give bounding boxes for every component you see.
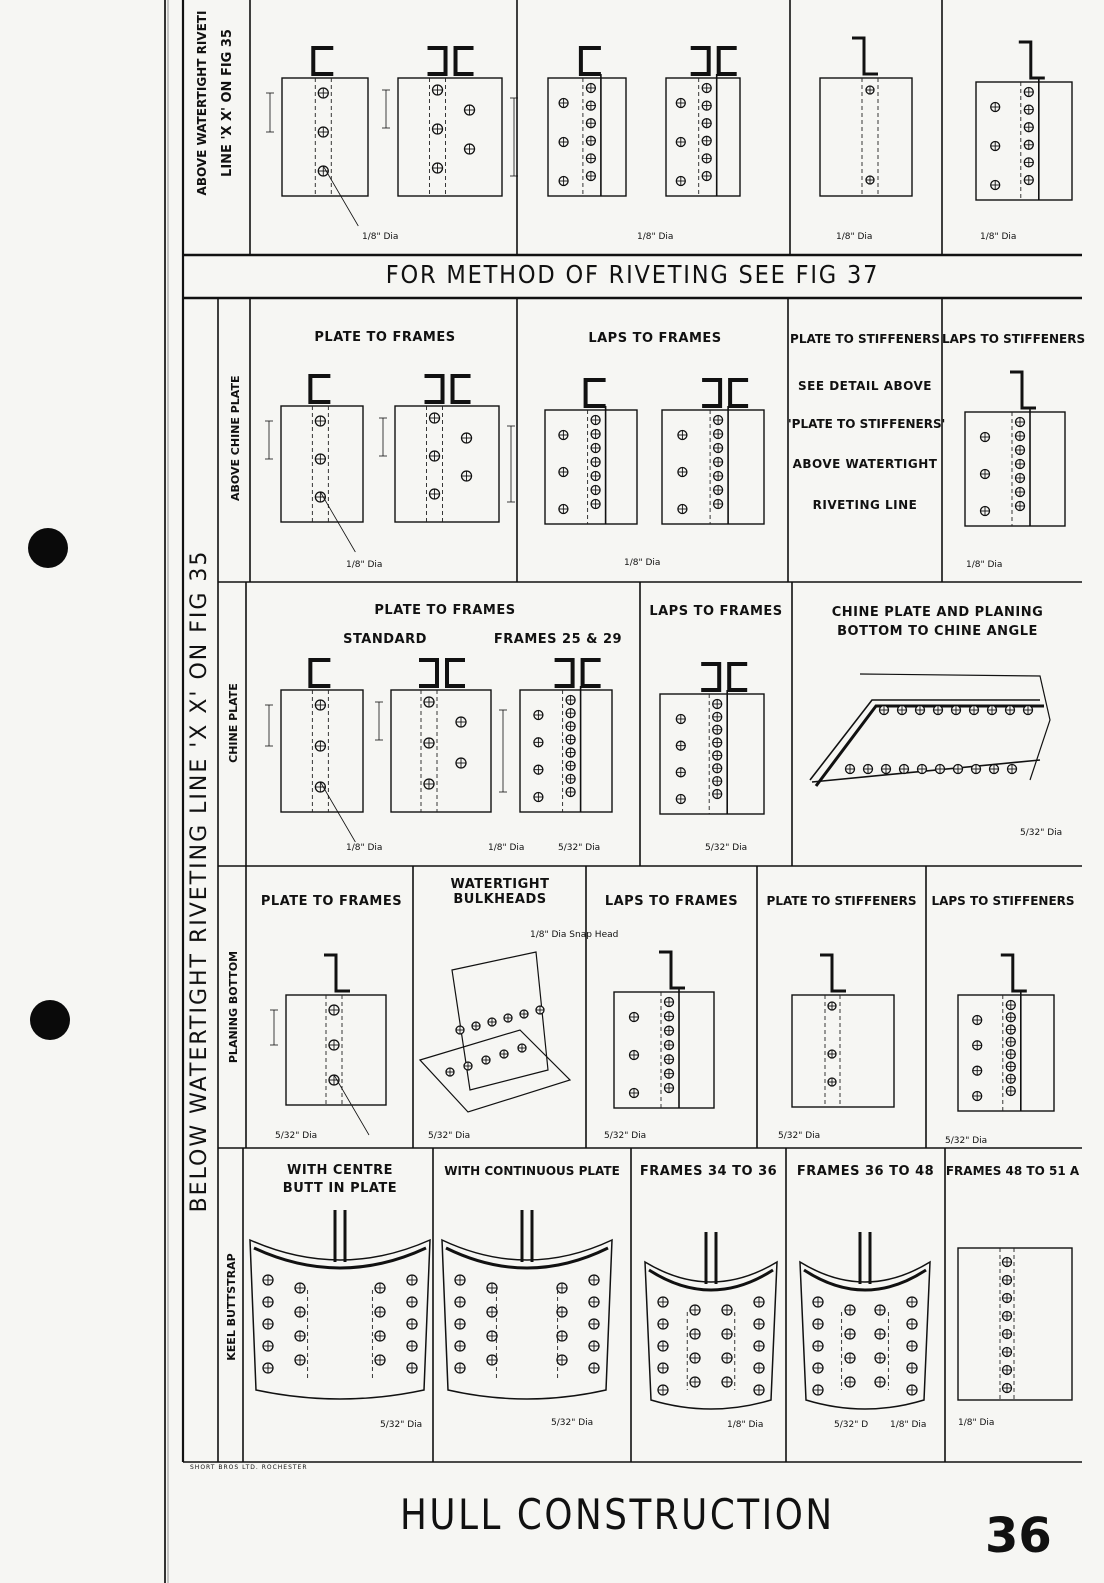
plate-outline (395, 406, 499, 522)
frame-section (310, 376, 330, 402)
dia-note: 5/32" Dia (380, 1420, 423, 1430)
row-label-planing-bottom: PLANING BOTTOM (227, 950, 240, 1064)
keel-plate (442, 1240, 612, 1399)
frame-section (313, 48, 333, 74)
dia-note: 1/8" Dia (346, 560, 383, 570)
dia-note: 1/8" Dia (488, 843, 525, 853)
dia-note: 5/32" Dia (945, 1136, 988, 1146)
keel-plate (250, 1240, 430, 1399)
chine-plate (860, 674, 1050, 780)
maker-imprint: SHORT BROS LTD. ROCHESTER (190, 1464, 308, 1471)
side-label-below: BELOW WATERTIGHT RIVETING LINE 'X X' ON FIG 35 (187, 549, 212, 1213)
see-detail-line-4: RIVETING LINE (812, 498, 918, 512)
dia-note: 1/8" Dia (958, 1418, 995, 1428)
frame-section (428, 48, 446, 74)
header-laps-to-frames-3: LAPS TO FRAMES (604, 894, 739, 909)
dia-note: 5/32" Dia (275, 1131, 318, 1141)
stiffener-section (1010, 372, 1036, 408)
frame-section (719, 48, 737, 74)
row-label-above-chine: ABOVE CHINE PLATE (229, 375, 242, 501)
header-standard: STANDARD (343, 632, 427, 647)
frame-section (419, 660, 437, 686)
dia-note: 5/32" Dia (551, 1418, 594, 1428)
plate-outline (958, 1248, 1072, 1400)
page-title: HULL CONSTRUCTION (400, 1490, 835, 1539)
binder-hole-bottom (30, 1000, 70, 1040)
binder-hole-top (28, 528, 68, 568)
dia-note: 1/8" Dia (980, 232, 1017, 242)
header-laps-to-stiffeners-3: LAPS TO STIFFENERS (931, 894, 1075, 908)
header-laps-to-frames-1: LAPS TO FRAMES (588, 331, 722, 346)
dia-note: 1/8" Dia (624, 558, 661, 568)
plate-outline (792, 995, 894, 1107)
frame-section (555, 660, 573, 686)
dia-note: 1/8" Dia (966, 560, 1003, 570)
dia-note: 1/8" Dia (346, 843, 383, 853)
dia-note: 1/8" Dia (637, 232, 674, 242)
side-label-top-line-2: LINE 'X X' ON FIG 35 (220, 29, 235, 177)
dia-note: 1/8" Dia (362, 232, 399, 242)
stiffener-section (659, 952, 685, 988)
header-plate-to-frames-2: PLATE TO FRAMES (374, 603, 516, 618)
frame-section (581, 48, 601, 74)
see-detail-line-3: ABOVE WATERTIGHT (792, 457, 938, 471)
header-plate-to-frames-1: PLATE TO FRAMES (314, 330, 456, 345)
header-laps-to-frames-2: LAPS TO FRAMES (649, 604, 783, 619)
header-frames-34-36: FRAMES 34 TO 36 (639, 1164, 778, 1179)
dia-note: 1/8" Dia (727, 1420, 764, 1430)
dia-note: 5/32" Dia (778, 1131, 821, 1141)
row-label-keel-buttstrap: KEEL BUTTSTRAP (225, 1253, 238, 1361)
dia-note: 5/32" Dia (428, 1131, 471, 1141)
frame-section (730, 380, 748, 406)
dia-note: 5/32" Dia (558, 843, 601, 853)
plate-outline (965, 412, 1065, 526)
plate-outline (976, 82, 1072, 200)
plate-outline (662, 410, 764, 524)
dia-note: 5/32" Dia (1020, 828, 1063, 838)
row-label-chine-plate: CHINE PLATE (227, 683, 240, 763)
stiffener-section (1019, 42, 1045, 78)
header-frames-25-29: FRAMES 25 & 29 (493, 632, 623, 647)
side-label-top-line-1: ABOVE WATERTIGHT RIVETI (195, 10, 209, 196)
frame-section (425, 376, 443, 402)
frame-section (453, 376, 471, 402)
plate-outline (614, 992, 714, 1108)
plate-outline (660, 694, 764, 814)
dia-note: 5/32" Dia (705, 843, 748, 853)
stiffener-section (1001, 955, 1027, 991)
dia-note: 5/32" Dia (604, 1131, 647, 1141)
header-chine-angle: CHINE PLATE AND PLANING BOTTOM TO CHINE ANGLE (831, 605, 1044, 639)
dia-note: 5/32" D (834, 1420, 869, 1430)
plate-outline (398, 78, 502, 196)
bottom-plate (420, 1030, 570, 1112)
stiffener-section (324, 955, 350, 991)
dia-note: 1/8" Dia (890, 1420, 927, 1430)
header-frames-48-51a: FRAMES 48 TO 51 A (945, 1164, 1080, 1178)
frame-section (729, 664, 747, 690)
header-plate-to-stiffeners-1: PLATE TO STIFFENERS (790, 332, 940, 346)
stiffener-section (852, 38, 878, 74)
header-watertight-bulkheads: WATERTIGHT BULKHEADS (450, 877, 550, 907)
page-number: 36 (985, 1508, 1052, 1564)
frame-section (456, 48, 474, 74)
frame-section (447, 660, 465, 686)
see-detail-line-2: 'PLATE TO STIFFENERS' (788, 417, 946, 431)
header-laps-to-stiffeners-1: LAPS TO STIFFENERS (942, 332, 1086, 346)
frame-section (702, 380, 720, 406)
frame-section (586, 380, 606, 406)
see-detail-line-1: SEE DETAIL ABOVE (798, 379, 932, 393)
frame-section (701, 664, 719, 690)
header-centre-butt: WITH CENTRE BUTT IN PLATE (282, 1163, 398, 1196)
dia-note: 1/8" Dia (836, 232, 873, 242)
plate-outline (391, 690, 491, 812)
banner-riveting-method: FOR METHOD OF RIVETING SEE FIG 37 (385, 260, 880, 289)
frame-section (310, 660, 330, 686)
frame-section (691, 48, 709, 74)
riveting-details (250, 38, 1072, 1409)
stiffener-section (820, 955, 846, 991)
frame-section (583, 660, 601, 686)
header-plate-to-stiffeners-3: PLATE TO STIFFENERS (766, 894, 917, 908)
snap-head-note: 1/8" Dia Snap Head (530, 930, 619, 940)
header-frames-36-48: FRAMES 36 TO 48 (796, 1164, 935, 1179)
header-continuous-plate: WITH CONTINUOUS PLATE (444, 1164, 620, 1178)
header-plate-to-frames-3: PLATE TO FRAMES (260, 894, 403, 909)
